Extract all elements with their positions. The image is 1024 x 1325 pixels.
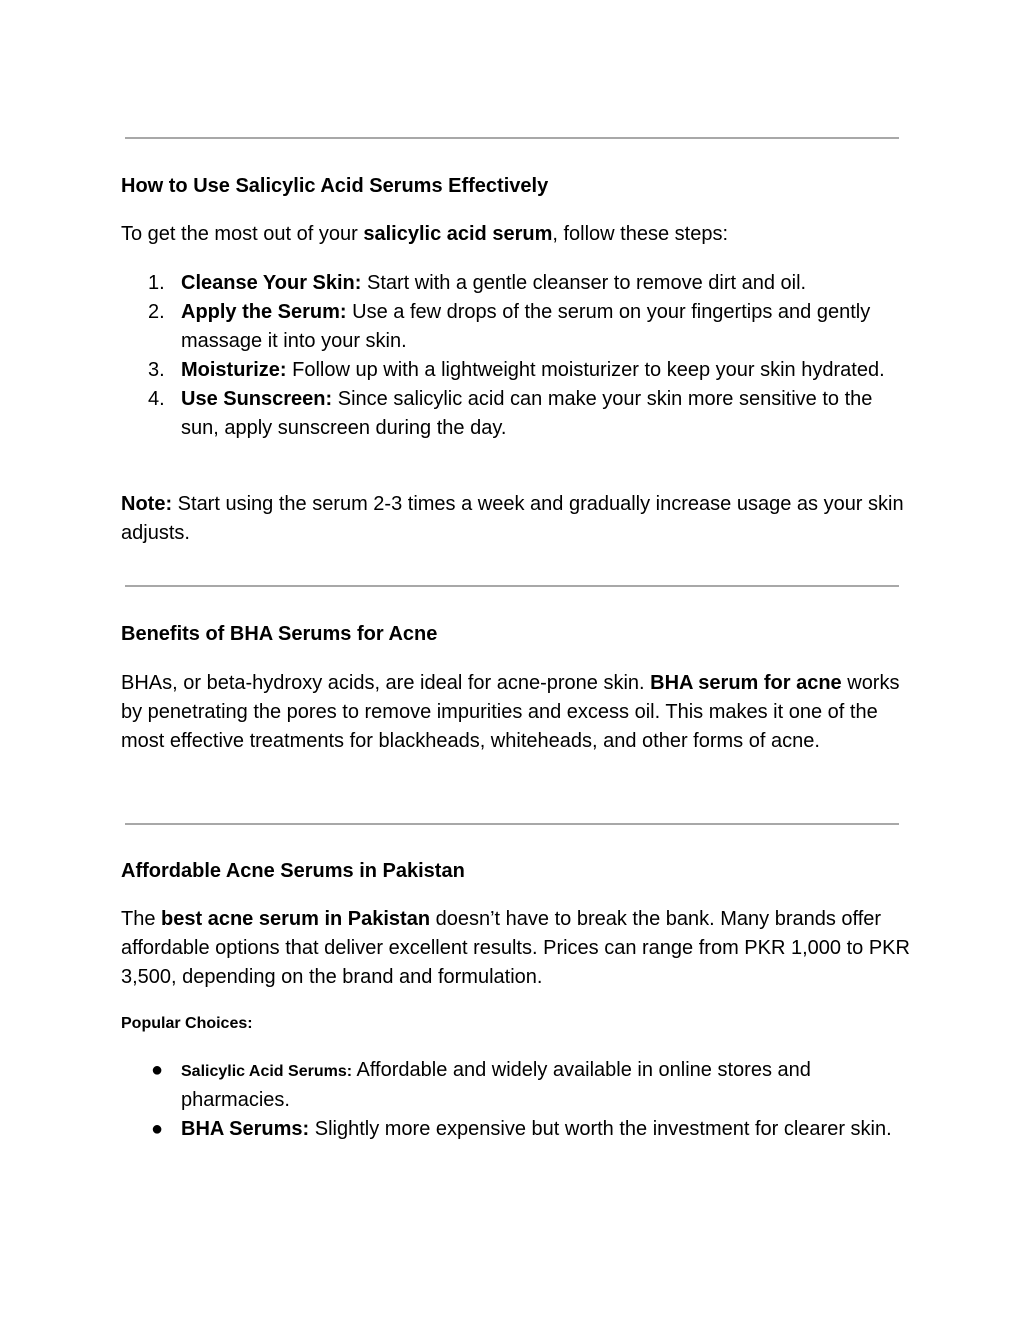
choice-label: BHA Serums: — [181, 1118, 310, 1140]
affordable-paragraph — [121, 905, 911, 992]
list-item — [121, 298, 911, 356]
choices-list — [121, 1056, 911, 1144]
intro-text-pre: To get the most out of your — [121, 223, 364, 245]
list-item — [121, 1056, 911, 1115]
section-heading-salicylic: How to Use Salicylic Acid Serums Effectively — [121, 175, 549, 197]
bullet-icon: ● — [151, 1118, 164, 1140]
bha-text-pre: BHAs, or beta-hydroxy acids, are ideal for acne-prone skin. — [121, 672, 651, 694]
list-item — [121, 1115, 911, 1144]
bha-text-bold: BHA serum for acne — [650, 672, 842, 694]
intro-paragraph — [121, 220, 911, 249]
note-text: Start using the serum 2-3 times a week and gradually increase usage as your skin adjusts. — [121, 493, 904, 544]
steps-list — [121, 269, 911, 443]
horizontal-rule — [125, 823, 899, 825]
horizontal-rule — [125, 585, 899, 587]
bha-text-post: works by penetrating the pores to remove impurities and excess oil. This makes it one of the most effective treatments for blackheads, whiteheads, and other forms of acne. — [121, 672, 900, 752]
step-label: Use Sunscreen: — [181, 388, 333, 410]
step-text: Since salicylic acid can make your skin more sensitive to the sun, apply sunscreen during the day. — [181, 388, 873, 439]
step-label: Apply the Serum: — [181, 301, 347, 323]
list-item — [121, 385, 911, 443]
step-label: Moisturize: — [181, 359, 287, 381]
popular-choices-heading: Popular Choices: — [121, 1015, 253, 1032]
choice-text: Affordable and widely available in online stores and pharmacies. — [181, 1059, 811, 1111]
horizontal-rule — [125, 137, 899, 139]
list-item — [121, 356, 911, 385]
intro-text-bold: salicylic acid serum — [363, 223, 553, 245]
affordable-text-bold: best acne serum in Pakistan — [161, 908, 431, 930]
affordable-text-pre: The — [121, 908, 162, 930]
bullet-icon: ● — [151, 1059, 164, 1081]
list-number: 2. — [148, 301, 165, 323]
list-number: 3. — [148, 359, 165, 381]
step-text: Start with a gentle cleanser to remove dirt and oil. — [361, 272, 807, 294]
list-item — [121, 269, 911, 298]
note-paragraph — [121, 490, 911, 548]
section-heading-affordable: Affordable Acne Serums in Pakistan — [121, 860, 465, 882]
note-label: Note: — [121, 493, 173, 515]
step-text: Use a few drops of the serum on your fingertips and gently massage it into your skin. — [181, 301, 871, 352]
bha-paragraph — [121, 669, 911, 756]
affordable-text-post: doesn’t have to break the bank. Many brands offer affordable options that deliver excellent results. Prices can range from PKR 1,000 to PKR 3,500, depending on the brand and formulation. — [121, 908, 910, 988]
intro-text-post: , follow these steps: — [552, 223, 729, 245]
choice-text: Slightly more expensive but worth the investment for clearer skin. — [309, 1118, 892, 1140]
step-text: Follow up with a lightweight moisturizer to keep your skin hydrated. — [286, 359, 885, 381]
list-number: 4. — [148, 388, 165, 410]
step-label: Cleanse Your Skin: — [181, 272, 362, 294]
list-number: 1. — [148, 272, 165, 294]
section-heading-bha: Benefits of BHA Serums for Acne — [121, 623, 438, 645]
choice-label: Salicylic Acid Serums: — [181, 1063, 353, 1080]
